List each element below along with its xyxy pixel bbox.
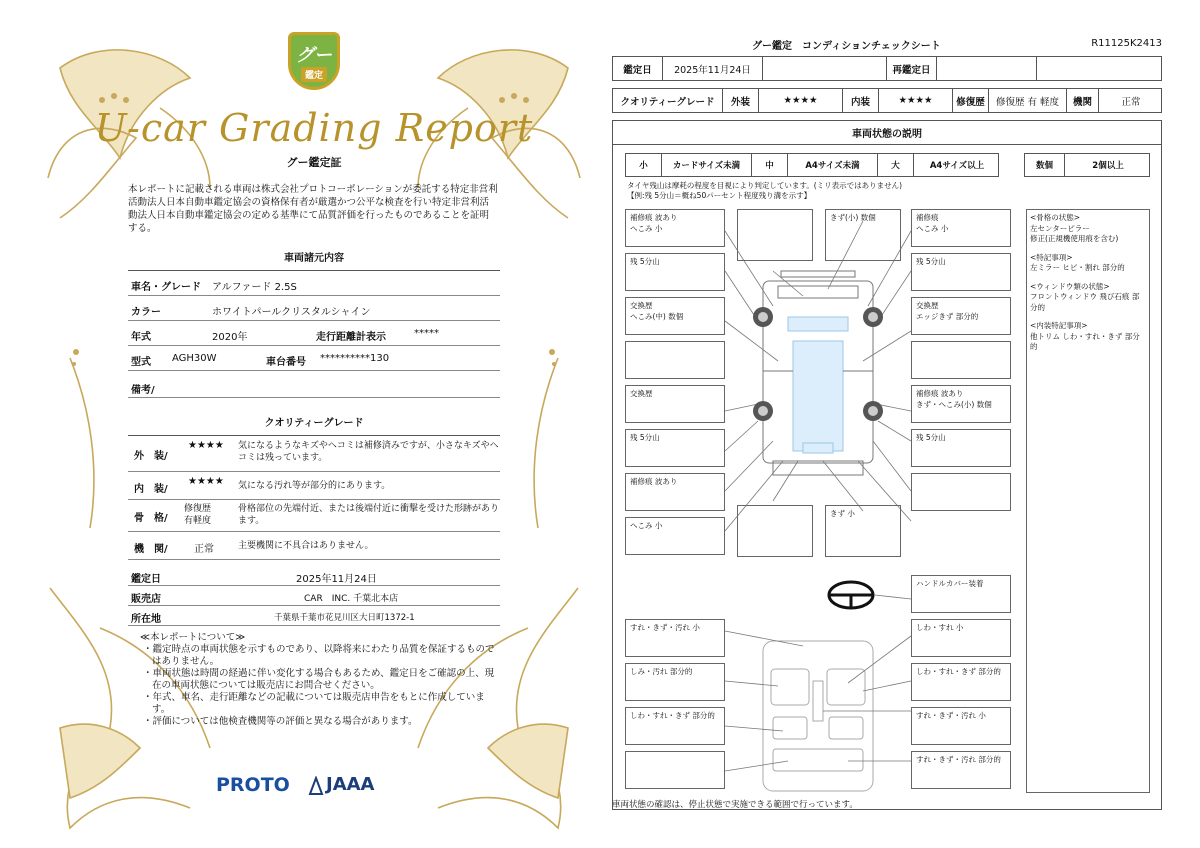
ext-note-left-8: へこみ 小: [625, 517, 725, 555]
car-top-view: [763, 271, 873, 475]
count-desc: 2個以上: [1092, 161, 1124, 171]
logo-label: 鑑定: [301, 67, 327, 82]
ext-note-left-6: 残 5分山: [625, 429, 725, 467]
ext-note-right-2: 残 5分山: [911, 253, 1011, 291]
grade-row-engine: [128, 532, 500, 560]
date-table: [612, 56, 1162, 81]
grade-row-interior: [128, 472, 500, 500]
date-value: 2025年11月24日: [296, 574, 377, 585]
vehicle-condition-panel: [612, 120, 1162, 810]
grade-value: 修復歴 有軽度: [184, 504, 212, 526]
size-desc: A4サイズ未満: [788, 154, 878, 176]
empty-cell: [763, 57, 887, 80]
ext-note-bottom-1: [737, 505, 813, 557]
note-line: 左ミラー ヒビ・割れ 部分的: [1030, 263, 1125, 272]
ext-note-top-1: [737, 209, 813, 261]
address-row: [128, 606, 500, 626]
grade-heading: クオリティーグレード: [128, 414, 500, 436]
grade-row-frame: [128, 500, 500, 532]
date-row: [128, 566, 500, 586]
grade-value: ★★★★: [188, 440, 224, 451]
spec-row-model: [128, 347, 500, 371]
certificate-subtitle: グー鑑定証: [286, 156, 342, 169]
year-label: 年式: [131, 332, 151, 343]
address-value: 千葉県千葉市花見川区大日町1372-1: [274, 613, 415, 623]
interior-label: 内装: [843, 89, 879, 112]
int-note-right-4: すれ・きず・汚れ 部分的: [911, 751, 1011, 789]
reappraisal-date-value: [937, 57, 1037, 80]
grade-label: 機 関/: [134, 544, 168, 555]
appraisal-date-label: 鑑定日: [613, 57, 663, 80]
ext-note-left-5: 交換歴: [625, 385, 725, 423]
specs-heading: 車両諸元内容: [128, 249, 500, 271]
note-heading: <ウィンドウ類の状態>: [1030, 281, 1110, 291]
note-line: フロントウィンドウ 飛び石痕 部分的: [1030, 292, 1140, 312]
model-label: 型式: [131, 357, 151, 368]
note-heading: <内装特記事項>: [1030, 321, 1088, 330]
special-notes: [1026, 209, 1150, 793]
color-value: ホワイトパールクリスタルシャイン: [212, 307, 371, 318]
dealer-row: [128, 586, 500, 606]
report-notes: [140, 632, 496, 728]
dealer-label: 販売店: [131, 594, 161, 605]
repair-history-label: 修復歴: [953, 89, 989, 112]
name-value: アルファード 2.5S: [212, 282, 297, 293]
int-note-right-1: しわ・すれ 小: [911, 619, 1011, 657]
mileage-value: *****: [414, 328, 439, 339]
grade-value: 正常: [194, 544, 214, 555]
note-item: ・年式、車名、走行距離などの記載については販売店申告をもとに作成しています。: [143, 692, 485, 715]
int-note-right-2: しわ・すれ・きず 部分的: [911, 663, 1011, 701]
sheet-footnote: 車両状態の確認は、停止状態で実施できる範囲で行っています。: [612, 800, 858, 810]
notes-title: ≪本レポートについて≫: [140, 632, 246, 643]
year-value: 2020年: [212, 332, 248, 343]
size-key: 大: [878, 154, 914, 176]
int-note-left-2: しみ・汚れ 部分的: [625, 663, 725, 701]
size-desc: A4サイズ以上: [929, 161, 985, 171]
grade-label: 骨 格/: [134, 513, 168, 524]
size-key: 中: [752, 154, 788, 176]
date-label: 鑑定日: [131, 574, 161, 585]
ext-note-left-3: 交換歴 へこみ(中) 数個: [625, 297, 725, 335]
interior-seats-view: [763, 641, 873, 791]
grade-row-exterior: [128, 436, 500, 472]
exterior-value: ★★★★: [759, 89, 843, 112]
ext-note-right-5: 補修痕 波あり きず・へこみ(小) 数個: [911, 385, 1011, 423]
spec-row-color: [128, 297, 500, 321]
grading-certificate: [40, 28, 588, 836]
chassis-label: 車台番号: [266, 357, 306, 368]
sheet-title: グー鑑定 コンディションチェックシート: [752, 41, 941, 52]
note-heading: <特記事項>: [1030, 252, 1073, 262]
mileage-label: 走行距離計表示: [316, 332, 386, 343]
note-item: ・鑑定時点の車両状態を示すものであり、以降将来にわたり品質を保証するものではありません。: [143, 644, 495, 667]
spec-row-remarks: [128, 372, 500, 398]
int-note-left-4: [625, 751, 725, 789]
ext-note-left-7: 補修痕 波あり: [625, 473, 725, 511]
name-label: 車名・グレード: [131, 282, 201, 293]
proto-logo: PROTO: [216, 774, 290, 796]
int-note-handle: ハンドルカバー装着: [911, 575, 1011, 613]
ext-note-left-4: [625, 341, 725, 379]
note-item: ・車両状態は時間の経過に伴い変化する場合もあるため、鑑定日をご確認の上、現在の車両状態については販売店にお問合せください。: [143, 668, 495, 691]
size-key: 小: [626, 154, 662, 176]
spec-row-name: [128, 272, 500, 296]
ext-note-top-2: きず(小) 数個: [825, 209, 901, 261]
footer-logos: [216, 772, 416, 800]
dealer-value: CAR INC. 千葉北本店: [304, 594, 399, 604]
condition-check-sheet: [612, 34, 1162, 810]
exterior-label: 外装: [723, 89, 759, 112]
sheet-id: R11125K2413: [1091, 38, 1162, 49]
spec-row-year: [128, 322, 500, 346]
ext-note-bottom-2: きず 小: [825, 505, 901, 557]
appraisal-date-value: 2025年11月24日: [663, 57, 763, 80]
note-line: 左センターピラー: [1030, 223, 1090, 233]
logo-mark: グー: [296, 44, 332, 66]
note-line: 他トリム しわ・すれ・きず 部分的: [1030, 331, 1140, 351]
quality-grade-label: クオリティーグレード: [613, 89, 723, 112]
int-note-right-3: すれ・きず・汚れ 小: [911, 707, 1011, 745]
grade-desc: 主要機関に不具合はありません。: [238, 541, 374, 551]
size-desc: カードサイズ未満: [662, 154, 752, 176]
grade-label: 外 装/: [134, 451, 168, 462]
repair-history-value: 修復歴 有 軽度: [989, 89, 1067, 112]
engine-value: 正常: [1121, 96, 1141, 108]
model-value: AGH30W: [172, 353, 217, 364]
jaaa-icon: [308, 776, 324, 796]
ext-note-right-7: [911, 473, 1011, 511]
int-note-left-3: しわ・すれ・きず 部分的: [625, 707, 725, 745]
steering-wheel-icon: [829, 582, 873, 608]
count-legend: [1024, 153, 1150, 177]
interior-leader-lines: [725, 631, 911, 771]
ext-note-right-6: 残 5分山: [911, 429, 1011, 467]
color-label: カラー: [131, 307, 161, 318]
ext-note-left-1: 補修痕 波あり へこみ 小: [625, 209, 725, 247]
condition-title: 車両状態の説明: [613, 121, 1161, 145]
tire-note-line: タイヤ残山は摩耗の程度を目視により判定しています。(ミリ表示ではありません): [627, 181, 903, 190]
address-label: 所在地: [131, 614, 161, 625]
engine-label: 機関: [1067, 89, 1099, 112]
note-item: ・評価については他検査機関等の評価と異なる場合があります。: [143, 716, 418, 727]
interior-value: ★★★★: [879, 89, 953, 112]
jaaa-logo: JAAA: [326, 774, 375, 795]
count-key: 数個: [1025, 154, 1065, 176]
grade-label: 内 装/: [134, 484, 168, 495]
int-note-left-1: すれ・きず・汚れ 小: [625, 619, 725, 657]
reappraisal-date-label: 再鑑定日: [887, 57, 937, 80]
grade-table: [612, 88, 1162, 113]
certificate-intro: 本レポートに記載される車両は株式会社プロトコーポレーションが委託する特定非営利活動法人日本自動車鑑定協会の資格保有者が厳選かつ公平な検査を行い特定非営利活動法人日本自動車鑑定協会の定める基準にて品質評価を行ったものであることを証明する。: [128, 184, 498, 234]
goo-kantei-logo: [288, 32, 340, 90]
report-title: U-car Grading Report: [94, 106, 534, 150]
ext-note-right-3: 交換歴 エッジきず 部分的: [911, 297, 1011, 335]
grade-desc: 気になる汚れ等が部分的にあります。: [238, 481, 391, 491]
grade-desc: 気になるようなキズやヘコミは補修済みですが、小さなキズやヘコミは残っています。: [238, 441, 499, 463]
ext-note-right-4: [911, 341, 1011, 379]
ext-note-right-1: 補修痕 へこみ 小: [911, 209, 1011, 247]
tire-note-line: 【例:残 5分山＝概ね50パーセント程度残り溝を示す】: [627, 191, 812, 200]
grade-value: ★★★★: [188, 476, 224, 487]
chassis-value: **********130: [320, 353, 390, 364]
empty-cell: [1037, 57, 1163, 80]
ext-note-left-2: 残 5分山: [625, 253, 725, 291]
note-heading: <骨格の状態>: [1030, 213, 1081, 222]
grade-desc: 骨格部位の先端付近、または後端付近に衝撃を受けた形跡があります。: [238, 504, 500, 526]
note-line: 修正(正規機使用痕を含む): [1030, 234, 1119, 243]
remarks-label: 備考/: [131, 385, 155, 396]
